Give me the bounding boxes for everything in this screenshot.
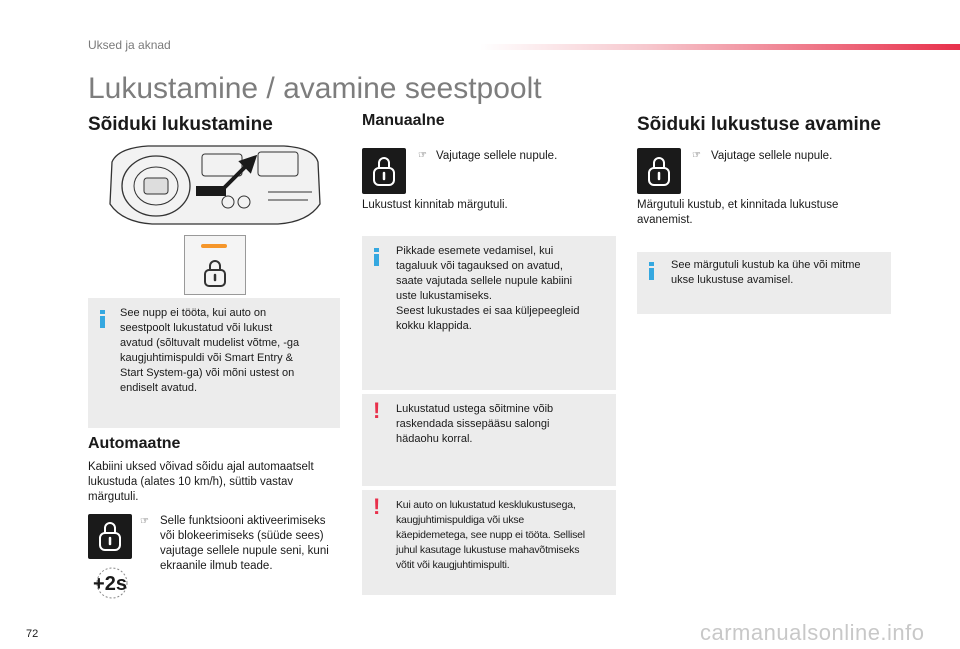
unlock-instruction: Vajutage sellele nupule. bbox=[711, 150, 833, 162]
pointing-hand-icon: ☞ bbox=[140, 516, 149, 527]
pointing-hand-icon: ☞ bbox=[692, 150, 701, 161]
warning-icon: ! bbox=[373, 398, 381, 423]
central-lock-button bbox=[637, 148, 681, 194]
lock-icon bbox=[98, 520, 122, 552]
unlocking-heading: Sõiduki lukustuse avamine bbox=[637, 114, 881, 135]
dashboard-illustration bbox=[108, 142, 322, 228]
info-text-unlocking: See märgutuli kustub ka ühe või mitme ukse lukustuse avamisel. bbox=[671, 259, 861, 286]
warning-icon: ! bbox=[373, 494, 381, 519]
lock-icon bbox=[203, 258, 227, 288]
manual-confirm-text: Lukustust kinnitab märgutuli. bbox=[362, 199, 508, 211]
hold-duration-badge: +2s bbox=[93, 573, 127, 595]
info-box-unlocking bbox=[637, 252, 891, 314]
page-title: Lukustamine / avamine seestpoolt bbox=[88, 72, 542, 105]
header-accent-bar bbox=[480, 44, 960, 50]
info-box-locking bbox=[88, 298, 340, 428]
central-lock-button bbox=[88, 514, 132, 559]
pointing-hand-icon: ☞ bbox=[418, 150, 427, 161]
watermark: carmanualsonline.info bbox=[700, 620, 925, 645]
automatic-text: Kabiini uksed võivad sõidu ajal automaatselt lukustuda (alates 10 km/h), süttib vastav märgutuli. bbox=[88, 461, 314, 503]
warning-text-central-lock: Kui auto on lukustatud kesklukustusega, kaugjuhtimispuldiga või ukse käepidemetega, see nupp ei tööta. Sellisel juhul kasutage lukustuse mahavõtmiseks võtit või kaugjuhtimispulti. bbox=[396, 499, 585, 571]
hold-timer-icon bbox=[88, 566, 132, 600]
lock-button-panel bbox=[184, 235, 246, 295]
section-label: Uksed ja aknad bbox=[88, 38, 171, 52]
lock-icon bbox=[647, 155, 671, 187]
automatic-heading: Automaatne bbox=[88, 435, 181, 452]
warning-box-central-lock bbox=[362, 490, 616, 595]
info-text-locking: See nupp ei tööta, kui auto on seestpoolt lukustatud või lukust avatud (sõltuvalt mudelist võtme, -ga kaugjuhtimispuldi või Smart Entry & Start System-ga) või mõni ustest on endiselt avatud. bbox=[120, 307, 300, 394]
info-box-manual bbox=[362, 236, 616, 390]
lock-icon bbox=[372, 155, 396, 187]
warning-box-driving bbox=[362, 394, 616, 486]
central-lock-button bbox=[362, 148, 406, 194]
unlock-text: Märgutuli kustub, et kinnitada lukustuse avanemist. bbox=[637, 199, 839, 226]
manual-heading: Manuaalne bbox=[362, 112, 445, 129]
automatic-instruction: Selle funktsiooni aktiveerimiseks või blokeerimiseks (süüde sees) vajutage sellele nupule seni, kuni ekraanile ilmub teade. bbox=[160, 515, 329, 572]
warning-text-driving: Lukustatud ustega sõitmine võib raskendada sissepääsu salongi hädaohu korral. bbox=[396, 403, 554, 445]
orange-indicator-light bbox=[201, 244, 227, 248]
page-number: 72 bbox=[26, 628, 39, 640]
info-text-manual: Pikkade esemete vedamisel, kui tagaluuk või tagauksed on avatud, saate vajutada sellele nupule kabiini uste lukustamiseks. Seest lukustades ei saa küljepeegleid kokku klappida. bbox=[396, 245, 580, 332]
manual-instruction: Vajutage sellele nupule. bbox=[436, 150, 558, 162]
locking-heading: Sõiduki lukustamine bbox=[88, 114, 273, 135]
